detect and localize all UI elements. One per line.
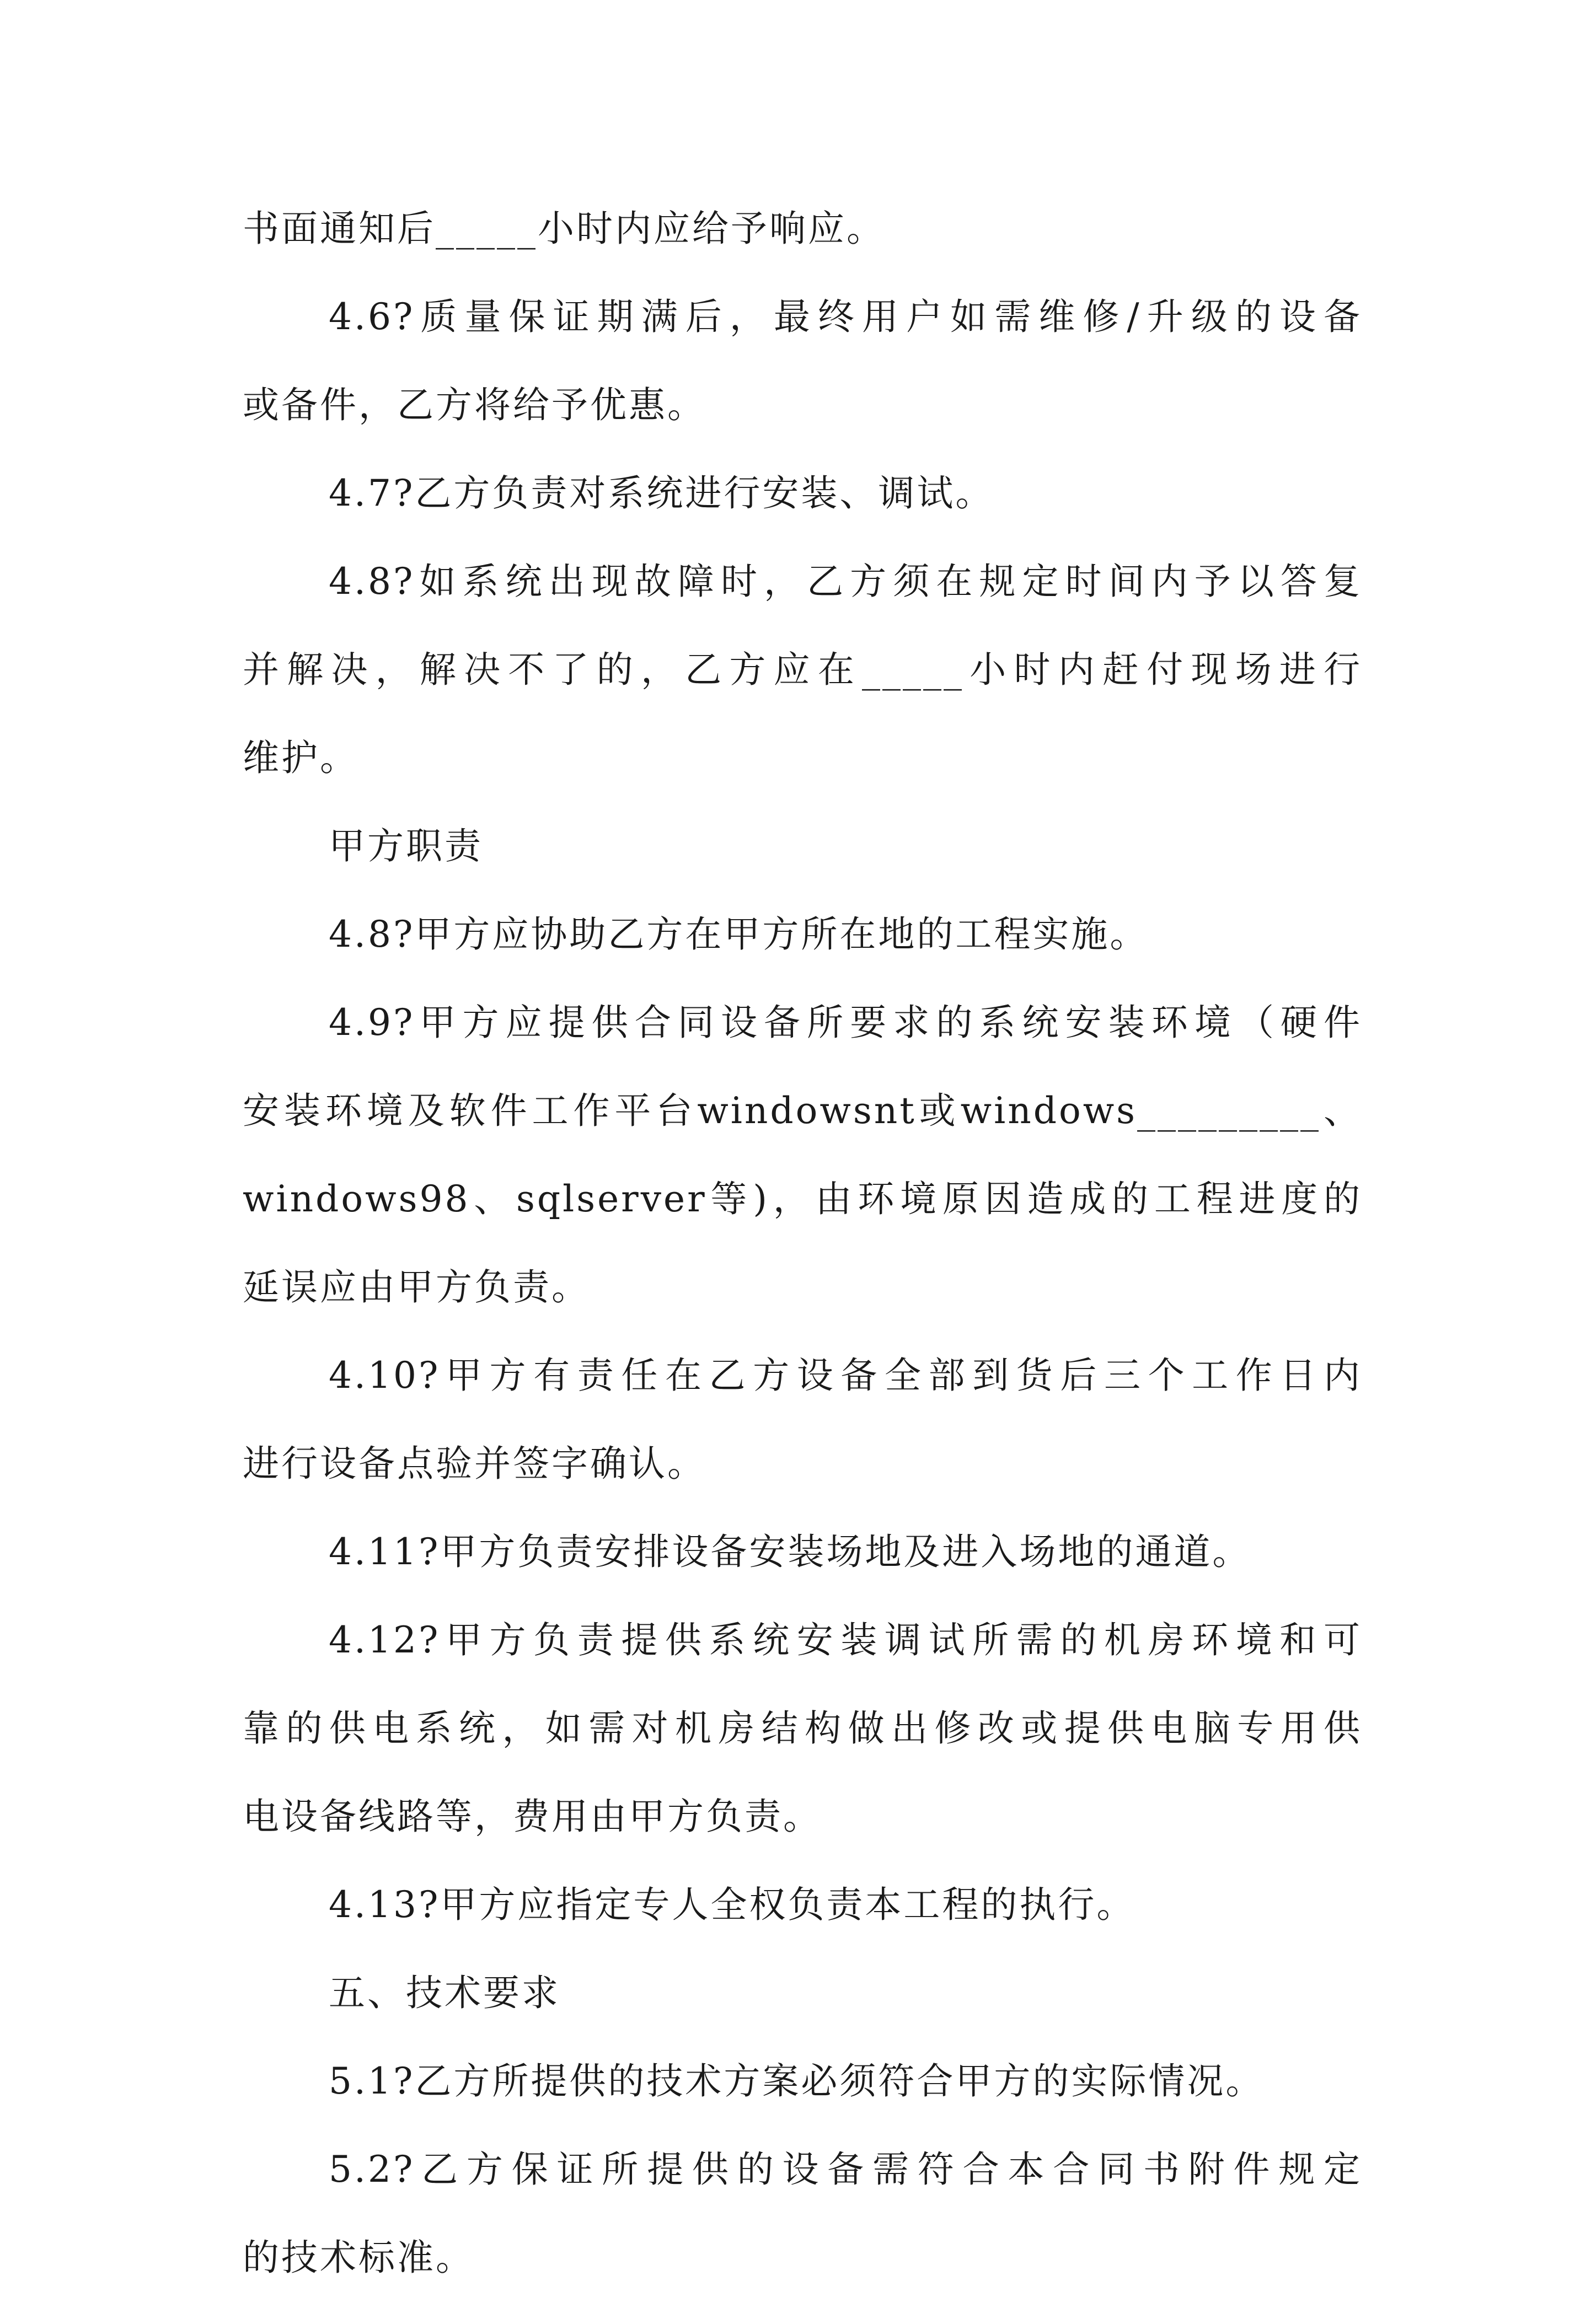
text-line: 的技术标准。	[243, 2236, 474, 2279]
text-line: 4.10?甲方有责任在乙方设备全部到货后三个工作日内	[329, 1354, 1362, 1397]
text-line: 4.9?甲方应提供合同设备所要求的系统安装环境（硬件	[329, 1001, 1362, 1044]
text-line: 书面通知后_____小时内应给予响应。	[243, 207, 885, 250]
text-line: 4.8?甲方应协助乙方在甲方所在地的工程实施。	[329, 913, 1149, 956]
text-line: 5.2?乙方保证所提供的设备需符合本合同书附件规定	[329, 2148, 1362, 2191]
text-line: 电设备线路等，费用由甲方负责。	[243, 1795, 822, 1838]
text-line: 靠的供电系统，如需对机房结构做出修改或提供电脑专用供	[243, 1707, 1362, 1749]
text-line: 4.8?如系统出现故障时，乙方须在规定时间内予以答复	[329, 560, 1362, 603]
section-heading: 五、技术要求	[329, 1972, 560, 2014]
text-line: 4.12?甲方负责提供系统安装调试所需的机房环境和可	[329, 1619, 1362, 1661]
section-heading: 甲方职责	[329, 825, 483, 867]
text-line: 维护。	[243, 737, 358, 779]
text-line: 4.11?甲方负责安排设备安装场地及进入场地的通道。	[329, 1531, 1251, 1573]
text-line: 安装环境及软件工作平台windowsnt或windows_________、	[243, 1089, 1362, 1132]
text-line: 进行设备点验并签字确认。	[243, 1442, 706, 1485]
text-line: 延误应由甲方负责。	[243, 1266, 590, 1308]
text-line: 5.1?乙方所提供的技术方案必须符合甲方的实际情况。	[329, 2060, 1265, 2102]
text-line: 并解决，解决不了的，乙方应在_____小时内赶付现场进行	[243, 648, 1362, 691]
document-body	[243, 207, 1362, 2324]
text-line: 或备件，乙方将给予优惠。	[243, 384, 706, 426]
text-line: 4.7?乙方负责对系统进行安装、调试。	[329, 472, 994, 514]
text-line: 4.13?甲方应指定专人全权负责本工程的执行。	[329, 1883, 1136, 1926]
text-line: windows98、sqlserver等)，由环境原因造成的工程进度的	[243, 1178, 1362, 1220]
text-line: 4.6?质量保证期满后，最终用户如需维修/升级的设备	[329, 296, 1362, 338]
